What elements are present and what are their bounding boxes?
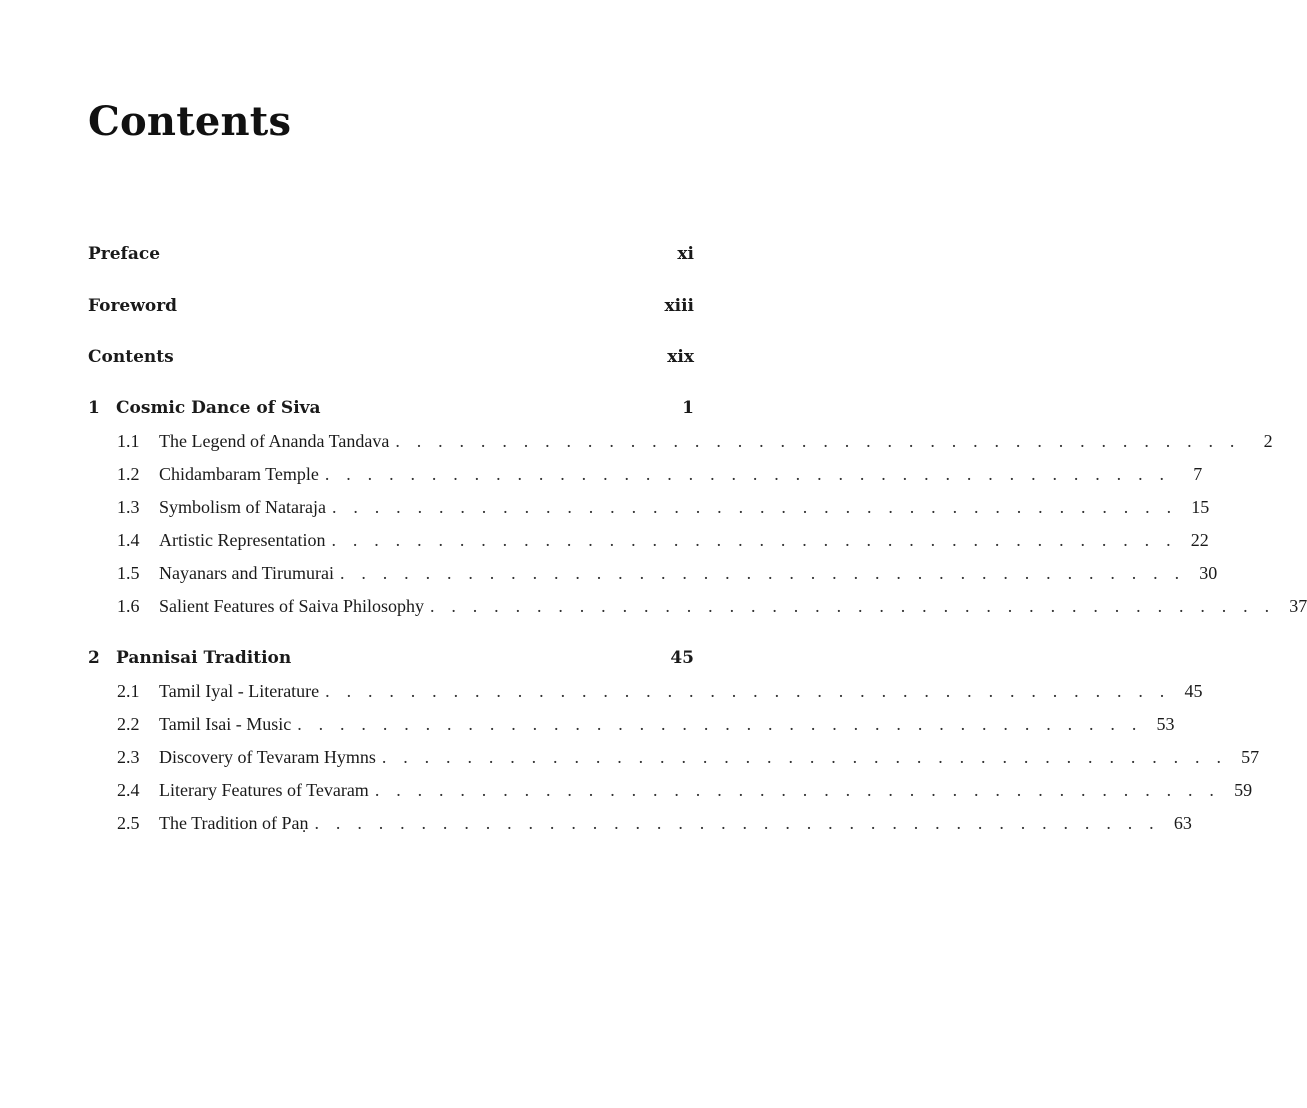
toc-entry-page: xix	[667, 347, 694, 367]
section-page: 57	[1241, 747, 1260, 767]
section-number: 1.5	[117, 563, 140, 583]
toc-entry-label: Contents	[88, 347, 174, 367]
dot-leader: . . . . . . . . . . . . . . . . . . . . . . . . . . . . . . . . . . . . . . . .	[314, 813, 1160, 833]
section-number: 2.4	[117, 780, 140, 800]
toc-entry-label: Foreword	[88, 296, 178, 316]
toc-section-2-3[interactable]	[117, 745, 1260, 769]
dot-leader: . . . . . . . . . . . . . . . . . . . . . . . . . . . . . . . . . . . . . . . .	[339, 563, 1186, 583]
toc-section-1-1[interactable]	[117, 429, 1273, 453]
toc-entry-page: xi	[677, 244, 694, 264]
toc-section-1-6[interactable]	[117, 594, 1307, 618]
chapter-number: 2	[88, 648, 100, 668]
section-page: 15	[1191, 497, 1210, 517]
section-number: 2.1	[117, 681, 140, 701]
chapter-title: Pannisai Tradition	[116, 648, 292, 668]
toc-section-1-5[interactable]	[117, 561, 1218, 585]
section-number: 2.2	[117, 714, 140, 734]
section-page: 22	[1190, 530, 1209, 550]
section-page: 59	[1234, 780, 1253, 800]
toc-entry-foreword[interactable]	[88, 294, 694, 318]
section-number: 1.4	[117, 530, 140, 550]
toc-chapter-2[interactable]	[88, 646, 694, 670]
page-title: Contents	[88, 98, 292, 145]
chapter-page: 45	[670, 648, 694, 668]
section-number: 2.5	[117, 813, 140, 833]
toc-section-2-4[interactable]	[117, 778, 1253, 802]
dot-leader: . . . . . . . . . . . . . . . . . . . . . . . . . . . . . . . . . . . . . . . .	[325, 681, 1171, 701]
section-page: 2	[1263, 431, 1273, 451]
chapter-number: 1	[88, 398, 100, 418]
dot-leader: . . . . . . . . . . . . . . . . . . . . . . . . . . . . . . . . . . . . . . . .	[381, 747, 1228, 767]
section-title: Nayanars and Tirumurai	[159, 563, 334, 583]
section-page: 7	[1193, 464, 1203, 484]
section-title: Discovery of Tevaram Hymns	[159, 747, 376, 767]
section-page: 53	[1156, 714, 1175, 734]
chapter-page: 1	[682, 398, 694, 418]
section-page: 30	[1199, 563, 1218, 583]
section-number: 1.6	[117, 596, 140, 616]
toc-section-2-1[interactable]	[117, 679, 1203, 703]
section-title: Artistic Representation	[159, 530, 326, 550]
section-title: The Tradition of Paṇ	[159, 813, 309, 833]
section-page: 37	[1289, 596, 1307, 616]
section-title: Tamil Iyal - Literature	[159, 681, 320, 701]
toc-section-2-5[interactable]	[117, 811, 1192, 835]
toc-entry-contents[interactable]	[88, 345, 694, 369]
toc-entry-preface[interactable]	[88, 242, 694, 266]
section-title: Chidambaram Temple	[159, 464, 319, 484]
section-title: Tamil Isai - Music	[159, 714, 292, 734]
toc-section-1-2[interactable]	[117, 462, 1203, 486]
toc-entry-label: Preface	[88, 244, 161, 264]
chapter-title: Cosmic Dance of Siva	[116, 398, 321, 418]
toc-entry-page: xiii	[664, 296, 694, 316]
section-number: 1.3	[117, 497, 140, 517]
toc-chapter-1[interactable]	[88, 396, 694, 420]
dot-leader: . . . . . . . . . . . . . . . . . . . . . . . . . . . . . . . . . . . . . . . .	[331, 497, 1178, 517]
section-number: 2.3	[117, 747, 140, 767]
section-title: Salient Features of Saiva Philosophy	[159, 596, 424, 616]
dot-leader: . . . . . . . . . . . . . . . . . . . . . . . . . . . . . . . . . . . . . . . .	[297, 714, 1143, 734]
dot-leader: . . . . . . . . . . . . . . . . . . . . . . . . . . . . . . . . . . . . . . . .	[374, 780, 1221, 800]
toc-section-1-4[interactable]	[117, 528, 1209, 552]
section-title: Symbolism of Nataraja	[159, 497, 326, 517]
section-page: 63	[1173, 813, 1192, 833]
toc-section-2-2[interactable]	[117, 712, 1175, 736]
toc-section-1-3[interactable]	[117, 495, 1210, 519]
section-number: 1.2	[117, 464, 140, 484]
dot-leader: . . . . . . . . . . . . . . . . . . . . . . . . . . . . . . . . . . . . . . . .	[331, 530, 1177, 550]
dot-leader: . . . . . . . . . . . . . . . . . . . . . . . . . . . . . . . . . . . . . . . .	[324, 464, 1171, 484]
dot-leader: . . . . . . . . . . . . . . . . . . . . . . . . . . . . . . . . . . . . . . . .	[395, 431, 1241, 451]
section-number: 1.1	[117, 431, 140, 451]
dot-leader: . . . . . . . . . . . . . . . . . . . . . . . . . . . . . . . . . . . . . . . .	[429, 596, 1276, 616]
section-title: The Legend of Ananda Tandava	[159, 431, 390, 451]
section-title: Literary Features of Tevaram	[159, 780, 369, 800]
section-page: 45	[1184, 681, 1203, 701]
